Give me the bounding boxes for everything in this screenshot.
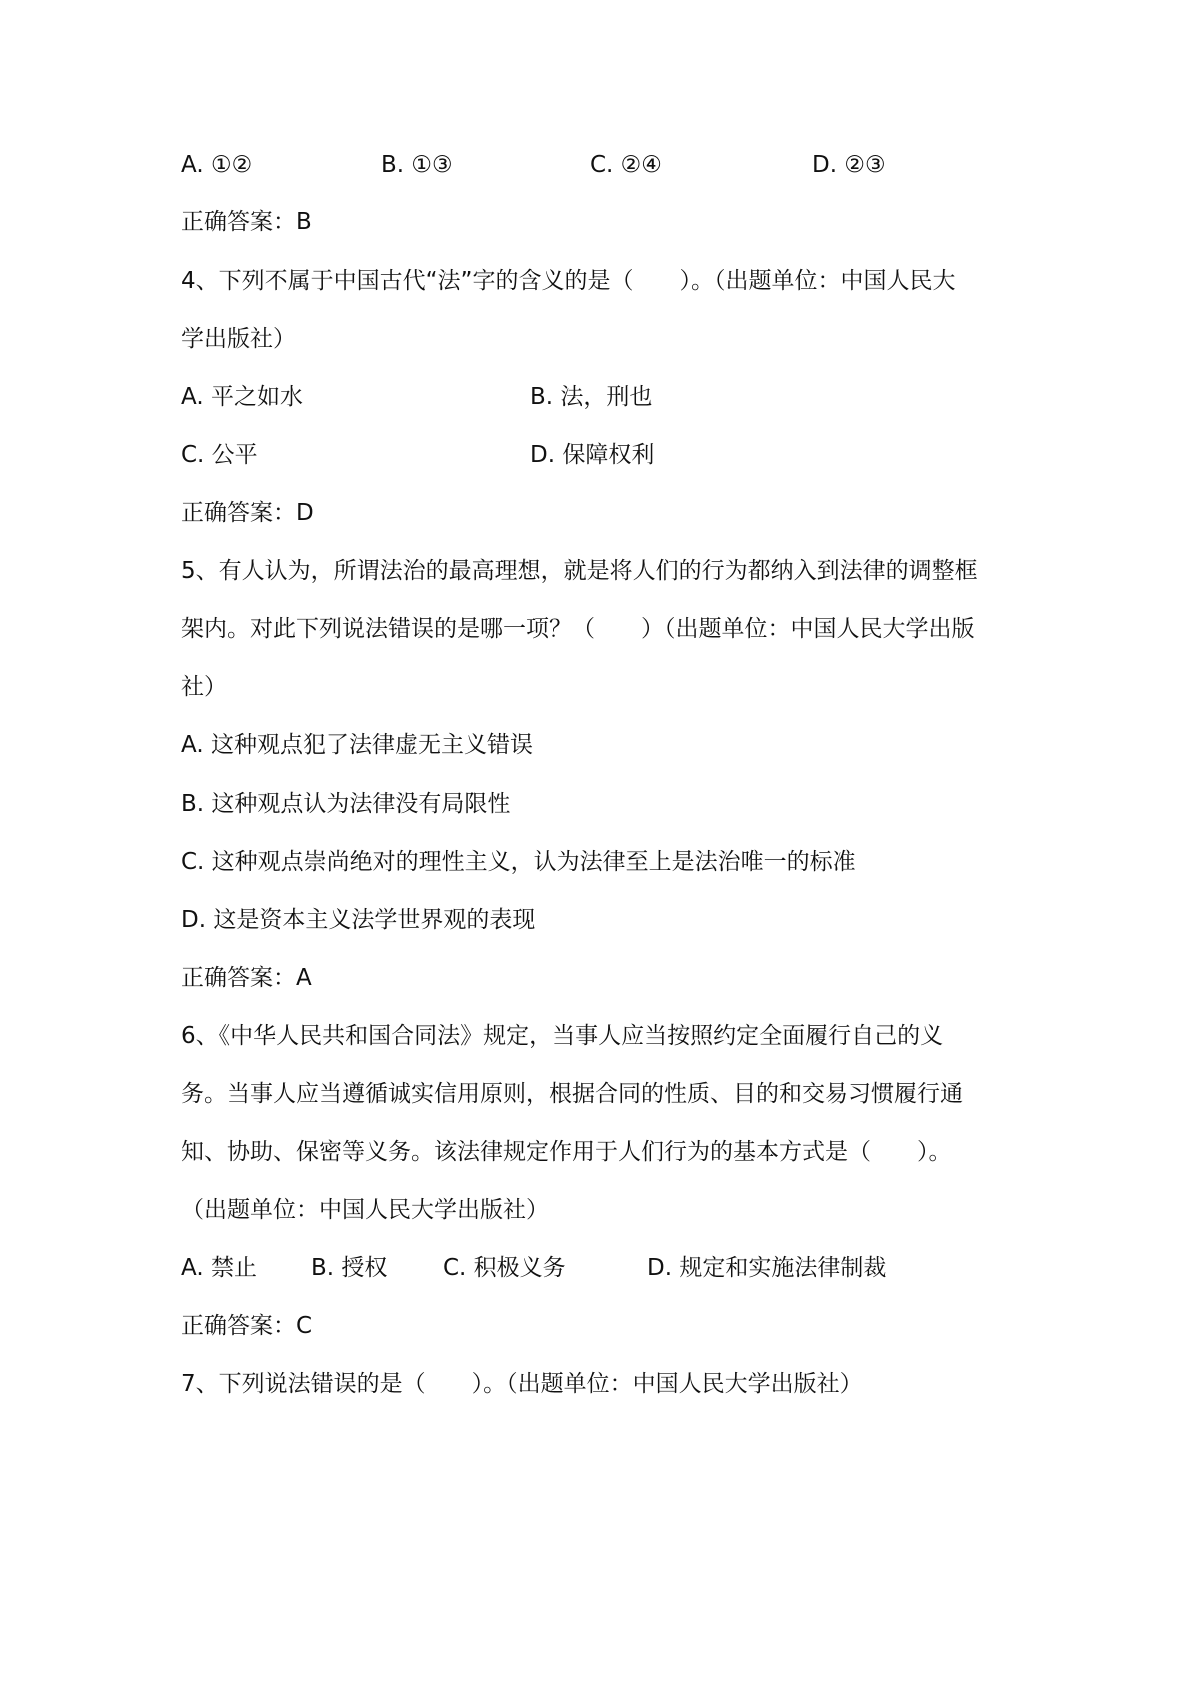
q5-stem-line-3: 社） [181, 674, 227, 700]
q3-option-b: B. ①③ [381, 152, 453, 178]
q5-option-d: D. 这是资本主义法学世界观的表现 [181, 907, 536, 933]
q6-option-b: B. 授权 [311, 1255, 388, 1281]
q3-options [181, 150, 1081, 180]
q4-option-b: B. 法，刑也 [530, 384, 653, 410]
q4-options-row-2 [181, 440, 1081, 470]
q5-option-c: C. 这种观点崇尚绝对的理性主义，认为法律至上是法治唯一的标准 [181, 849, 856, 875]
q5-stem-line-2: 架内。对此下列说法错误的是哪一项？（ ）（出题单位：中国人民大学出版 [181, 616, 975, 642]
q3-answer: 正确答案：B [181, 209, 312, 235]
q5-stem-line-1: 5、有人认为，所谓法治的最高理想，就是将人们的行为都纳入到法律的调整框 [181, 558, 978, 584]
q6-option-c: C. 积极义务 [443, 1255, 566, 1281]
q4-stem-line-2: 学出版社） [181, 326, 296, 352]
q4-option-a: A. 平之如水 [181, 384, 303, 410]
q5-option-b: B. 这种观点认为法律没有局限性 [181, 791, 511, 817]
q6-stem-line-4: （出题单位：中国人民大学出版社） [181, 1197, 549, 1223]
q6-options [181, 1253, 1081, 1283]
q4-answer: 正确答案：D [181, 500, 314, 526]
q3-option-a: A. ①② [181, 152, 253, 178]
q4-option-d: D. 保障权利 [530, 442, 655, 468]
q6-answer: 正确答案：C [181, 1313, 313, 1339]
q5-answer: 正确答案：A [181, 965, 312, 991]
q5-option-a: A. 这种观点犯了法律虚无主义错误 [181, 732, 533, 758]
q3-option-d: D. ②③ [812, 152, 886, 178]
q7-stem-line-1: 7、下列说法错误的是（ ）。（出题单位：中国人民大学出版社） [181, 1371, 863, 1397]
q4-stem-line-1: 4、下列不属于中国古代“法”字的含义的是（ ）。（出题单位：中国人民大 [181, 268, 956, 294]
q6-option-a: A. 禁止 [181, 1255, 257, 1281]
q4-option-c: C. 公平 [181, 442, 258, 468]
q4-options-row-1 [181, 382, 1081, 412]
q6-option-d: D. 规定和实施法律制裁 [647, 1255, 887, 1281]
q6-stem-line-1: 6、《中华人民共和国合同法》规定，当事人应当按照约定全面履行自己的义 [181, 1023, 944, 1049]
q6-stem-line-3: 知、协助、保密等义务。该法律规定作用于人们行为的基本方式是（ ）。 [181, 1139, 952, 1165]
q6-stem-line-2: 务。当事人应当遵循诚实信用原则，根据合同的性质、目的和交易习惯履行通 [181, 1081, 963, 1107]
q3-option-c: C. ②④ [590, 152, 662, 178]
